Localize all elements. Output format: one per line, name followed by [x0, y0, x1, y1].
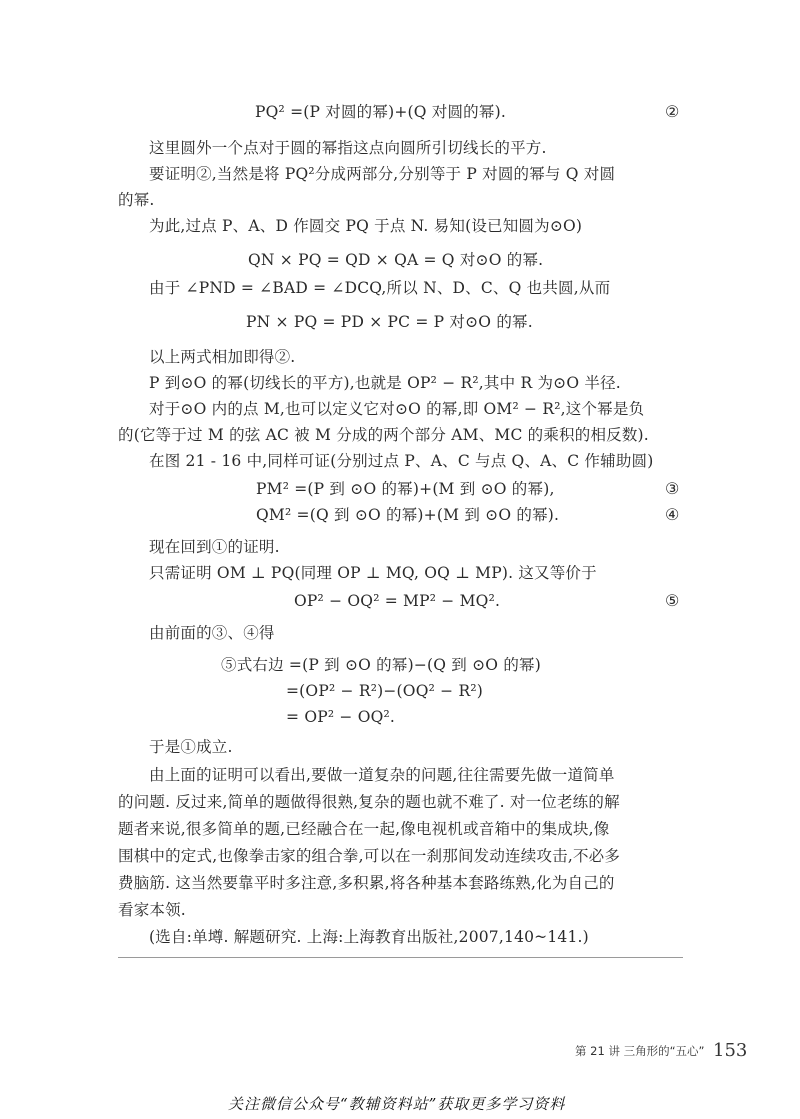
text-line: 要证明②,当然是将 PQ²分成两部分,分别等于 P 对圆的幂与 Q 对圆 — [149, 165, 616, 183]
equation-2: PQ² =(P 对圆的幂)+(Q 对圆的幂). — [255, 103, 506, 121]
derivation-line: =(OP² − R²)−(OQ² − R²) — [286, 682, 483, 700]
text-line: 看家本领. — [118, 901, 186, 919]
text-line: 的问题. 反过来,简单的题做得很熟,复杂的题也就不难了. 对一位老练的解 — [118, 793, 620, 811]
text-line: 由前面的③、④得 — [149, 624, 275, 642]
equation-number-2: ② — [665, 102, 680, 121]
equation-5: OP² − OQ² = MP² − MQ². — [294, 592, 501, 610]
equation-qn: QN × PQ = QD × QA = Q 对⊙O 的幂. — [248, 251, 544, 269]
text-line: 现在回到①的证明. — [149, 538, 280, 556]
text-line: 为此,过点 P、A、D 作圆交 PQ 于点 N. 易知(设已知圆为⊙O) — [149, 217, 583, 235]
equation-number-3: ③ — [665, 479, 680, 498]
text-line: 只需证明 OM ⊥ PQ(同理 OP ⊥ MQ, OQ ⊥ MP). 这又等价于 — [149, 564, 597, 582]
equation-pn: PN × PQ = PD × PC = P 对⊙O 的幂. — [246, 313, 533, 331]
text-line: 的幂. — [118, 191, 155, 209]
text-line: 的(它等于过 M 的弦 AC 被 M 分成的两个部分 AM、MC 的乘积的相反数). — [118, 426, 649, 444]
text-line: 于是①成立. — [149, 738, 233, 756]
equation-number-5: ⑤ — [665, 591, 680, 610]
citation: (选自:单墫. 解题研究. 上海:上海教育出版社,2007,140~141.) — [149, 928, 589, 946]
section-divider — [118, 957, 683, 958]
page-number: 153 — [713, 1040, 748, 1061]
watermark: 关注微信公众号“教辅资料站”获取更多学习资料 — [228, 1095, 566, 1113]
text-line: 费脑筋. 这当然要靠平时多注意,多积累,将各种基本套路练熟,化为自己的 — [118, 874, 615, 892]
text-line: 在图 21 - 16 中,同样可证(分别过点 P、A、C 与点 Q、A、C 作辅助圆) — [149, 452, 654, 470]
text-line: 由于 ∠PND = ∠BAD = ∠DCQ,所以 N、D、C、Q 也共圆,从而 — [149, 279, 611, 297]
text-line: P 到⊙O 的幂(切线长的平方),也就是 OP² − R²,其中 R 为⊙O 半径. — [149, 374, 621, 392]
derivation-line: = OP² − OQ². — [286, 708, 396, 726]
equation-4: QM² =(Q 到 ⊙O 的幂)+(M 到 ⊙O 的幂). — [256, 506, 560, 524]
text-line: 对于⊙O 内的点 M,也可以定义它对⊙O 的幂,即 OM² − R²,这个幂是负 — [149, 400, 645, 418]
text-line: 这里圆外一个点对于圆的幂指这点向圆所引切线长的平方. — [149, 139, 547, 157]
chapter-title: 第 21 讲 三角形的“五心” — [575, 1044, 705, 1058]
text-line: 题者来说,很多简单的题,已经融合在一起,像电视机或音箱中的集成块,像 — [118, 820, 610, 838]
equation-3: PM² =(P 到 ⊙O 的幂)+(M 到 ⊙O 的幂), — [256, 480, 555, 498]
derivation-line: ⑤式右边 =(P 到 ⊙O 的幂)−(Q 到 ⊙O 的幂) — [221, 656, 541, 674]
equation-number-4: ④ — [665, 505, 680, 524]
text-line: 以上两式相加即得②. — [149, 348, 296, 366]
text-line: 由上面的证明可以看出,要做一道复杂的问题,往往需要先做一道简单 — [149, 766, 615, 784]
text-line: 围棋中的定式,也像拳击家的组合拳,可以在一刹那间发动连续攻击,不必多 — [118, 847, 621, 865]
